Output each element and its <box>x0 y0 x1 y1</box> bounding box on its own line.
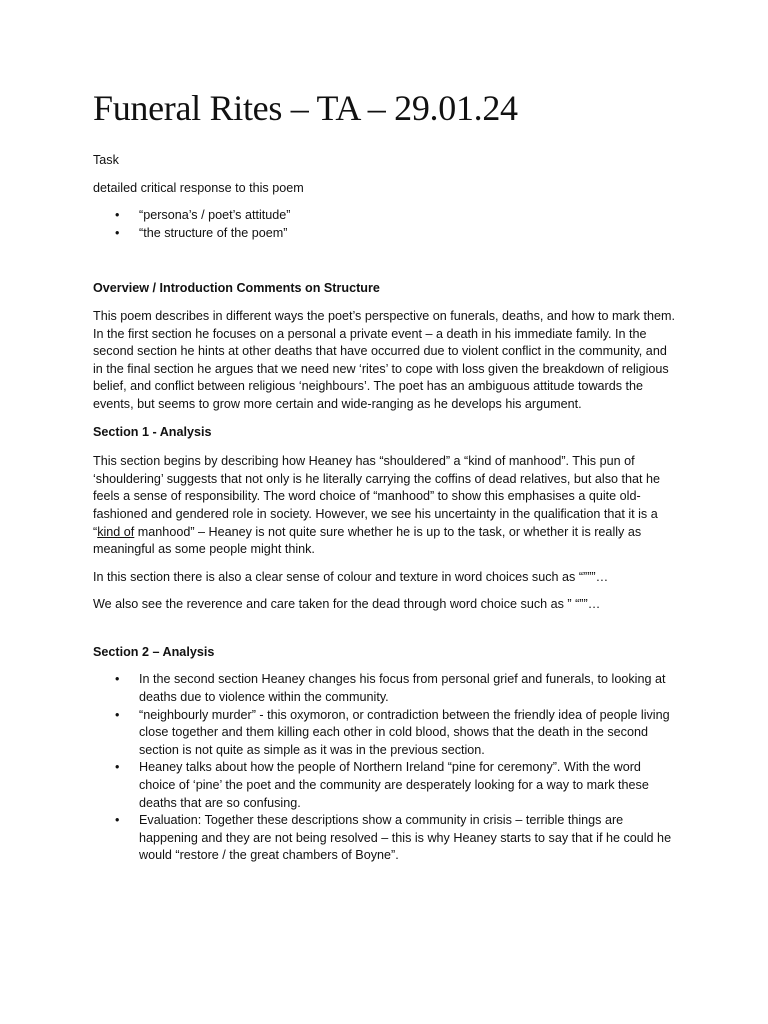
section1-heading: Section 1 - Analysis <box>93 424 212 439</box>
bullet-icon: • <box>115 672 120 687</box>
bullet-icon: • <box>115 225 120 240</box>
section1-paragraph-3: We also see the reverence and care taken for the dead through word choice such as ” “””… <box>93 597 601 612</box>
list-item <box>93 225 678 243</box>
section2-bullet-list <box>93 671 678 865</box>
task-label: Task <box>93 153 119 167</box>
list-item-text: Heaney talks about how the people of Northern Ireland “pine for ceremony”. With the word choice of ‘pine’ the poet and the community are desperately looking for a way to mark these deaths that are so confusing. <box>139 760 649 810</box>
section1-paragraph-2: In this section there is also a clear sense of colour and texture in word choices such as “”””… <box>93 569 609 584</box>
bullet-icon: • <box>115 813 120 828</box>
bullet-icon: • <box>115 760 120 775</box>
bullet-icon: • <box>115 208 120 223</box>
list-item-text: “persona’s / poet’s attitude” <box>139 208 291 223</box>
list-item <box>93 671 678 706</box>
document-body <box>93 152 678 865</box>
list-item-text: “neighbourly murder” - this oxymoron, or contradiction between the friendly idea of people living close together and them killing each other in cold blood, shows that the death in the second section is not quite as simple as it was in the previous section. <box>139 707 670 757</box>
list-item <box>93 812 678 865</box>
task-description: detailed critical response to this poem <box>93 180 304 195</box>
list-item <box>93 207 678 225</box>
task-bullet-list <box>93 207 678 242</box>
spacer <box>93 614 678 644</box>
section1-text-part: manhood” – Heaney is not quite sure whether he is up to the task, or whether it is really as meaningful as some people might think. <box>93 524 642 557</box>
underlined-phrase: kind of <box>97 524 135 539</box>
section1-paragraph-1 <box>93 453 678 559</box>
list-item-text: Evaluation: Together these descriptions show a community in crisis – terrible things are happening and they are not being resolved – this is why Heaney starts to say that if he could he would “restore / the great chambers of Boyne”. <box>139 813 672 863</box>
list-item <box>93 707 678 760</box>
section1-text-part: This section begins by describing how Heaney has “shouldered” a “kind of manhood”. This pun of ‘shouldering’ suggests that not only is he literally carrying the coffins of dead relatives, but also that he feels a sense of responsibility. The word choice of “manhood” to show this emphasises a quite old-fashioned and gendered role in society. However, we see his uncertainty in the qualification that it is a “ <box>93 454 661 539</box>
section2-heading: Section 2 – Analysis <box>93 644 215 659</box>
list-item-text: “the structure of the poem” <box>139 225 288 240</box>
spacer <box>93 242 678 280</box>
overview-heading: Overview / Introduction Comments on Structure <box>93 281 380 296</box>
document-title: Funeral Rites – TA – 29.01.24 <box>93 88 518 128</box>
bullet-icon: • <box>115 707 120 722</box>
list-item <box>93 759 678 812</box>
list-item-text: In the second section Heaney changes his focus from personal grief and funerals, to looking at deaths due to violence within the community. <box>139 672 666 705</box>
overview-paragraph: This poem describes in different ways the poet’s perspective on funerals, deaths, and how to mark them. In the first section he focuses on a personal a private event – a death in his immediate family. In the second section he hints at other deaths that have occurred due to violent conflict in the community, and in the final section he argues that we need new ‘rites’ to cope with loss given the breakdown of religious belief, and conflict between religious ‘neighbours’. The poet has an ambiguous attitude towards the events, but seems to grow more certain and wide-ranging as he develops his argument. <box>93 308 675 411</box>
